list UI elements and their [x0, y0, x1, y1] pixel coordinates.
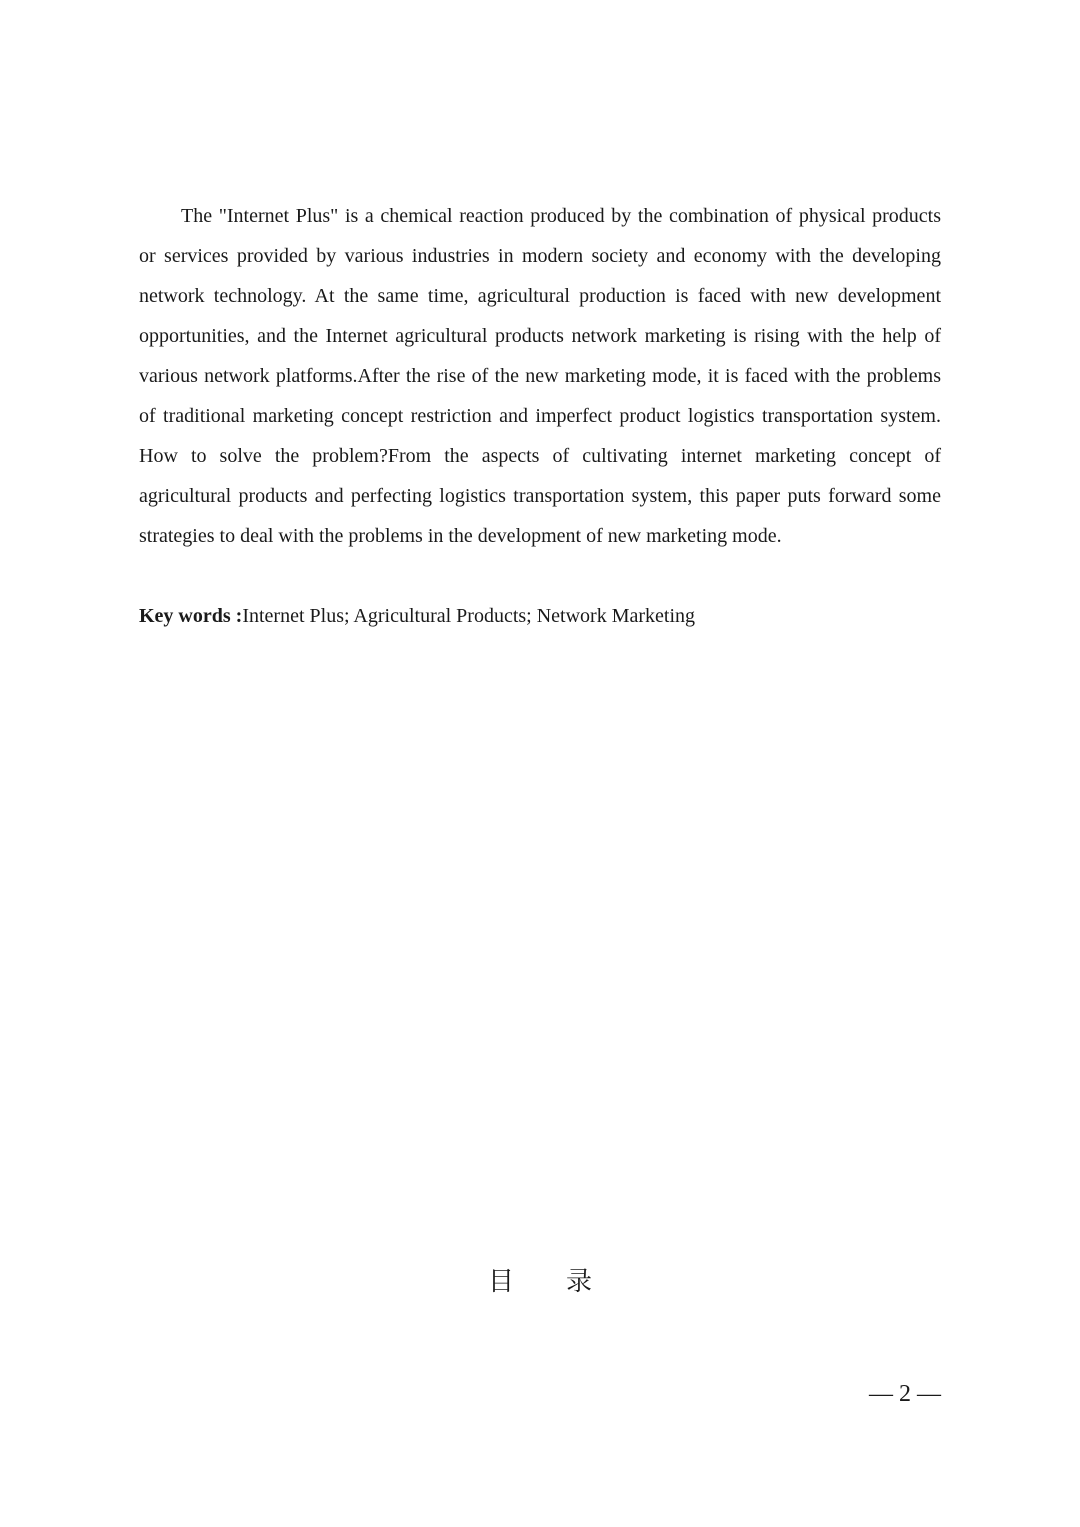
toc-heading: 目录 — [487, 1267, 644, 1297]
abstract-paragraph: The "Internet Plus" is a chemical reaction produced by the combination of physical products or services provided by various industries in modern society and economy with the developing network technology. At the same time, agricultural production is faced with new development opportunities, and the Internet agricultural products network marketing is rising with the help of various network platforms.After the rise of the new marketing mode, it is faced with the problems of traditional marketing concept restriction and imperfect product logistics transportation system. How to solve the problem?From the aspects of cultivating internet marketing concept of agricultural products and perfecting logistics transportation system, this paper puts forward some strategies to deal with the problems in the development of new marketing mode. — [139, 205, 941, 547]
keywords-line — [139, 596, 941, 636]
page-number: — 2 — — [869, 1381, 941, 1407]
keywords-label: Key words : — [139, 605, 243, 627]
keywords-value: Internet Plus; Agricultural Products; Network Marketing — [242, 605, 696, 627]
